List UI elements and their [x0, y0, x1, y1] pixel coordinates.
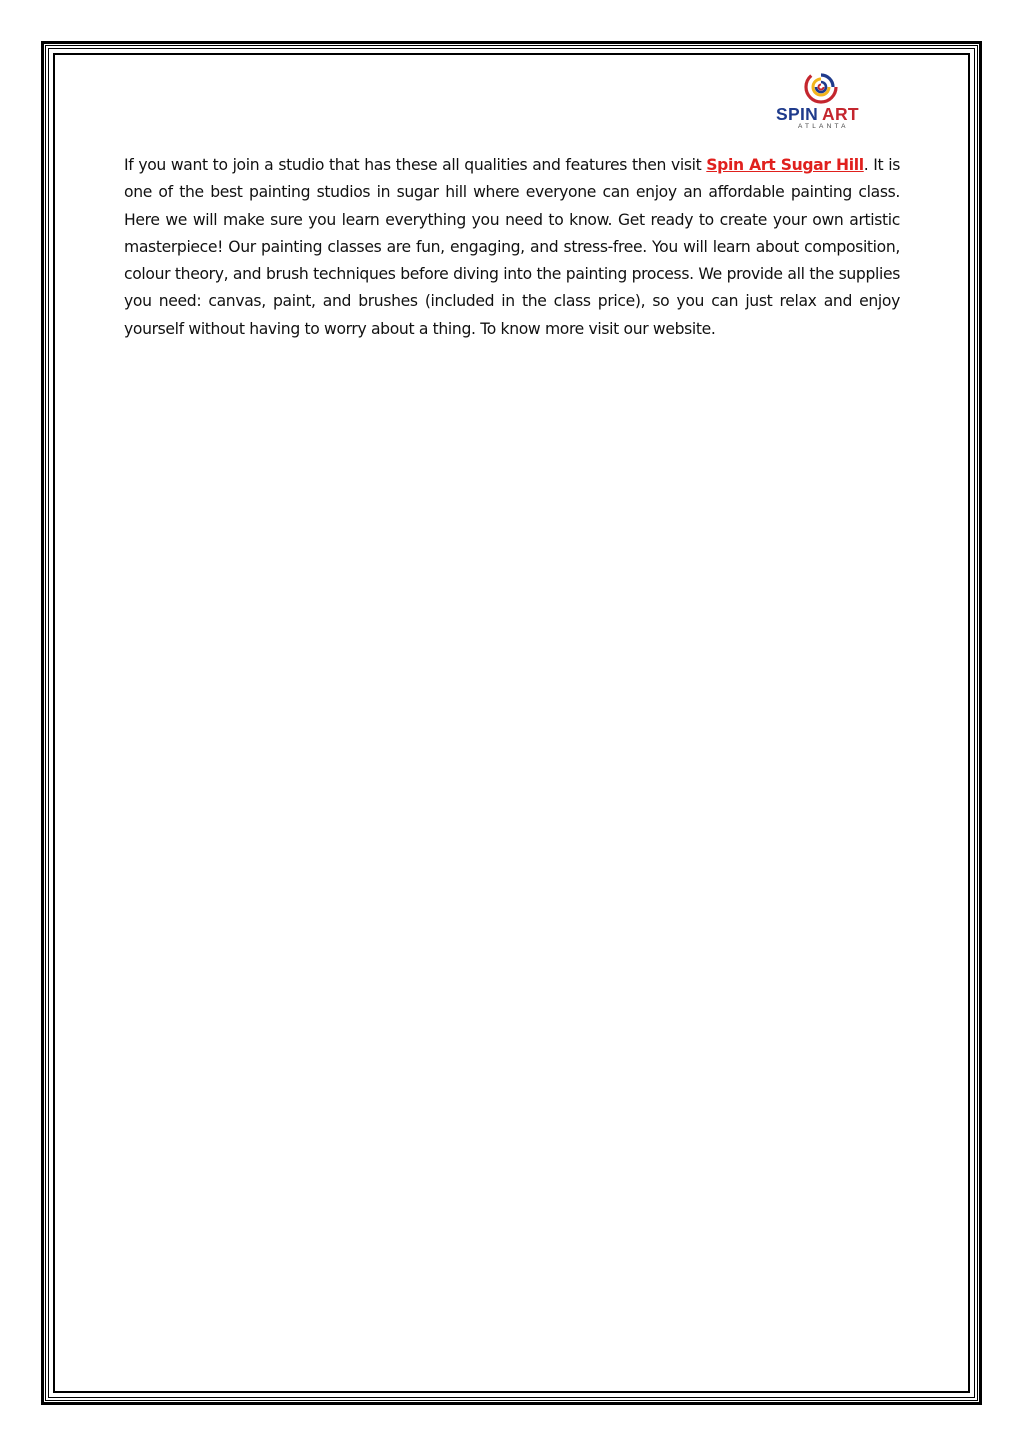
- body-paragraph: [124, 152, 900, 343]
- logo-word-art: ART: [822, 104, 859, 124]
- spin-art-sugar-hill-link[interactable]: Spin Art Sugar Hill: [706, 156, 864, 174]
- logo-tagline: ATLANTA: [798, 123, 849, 130]
- swirl-logo-icon: [804, 70, 838, 104]
- paragraph-text-rest: . It is one of the best painting studios in sugar hill where everyone can enjoy an affordable painting class. Here we will make sure you learn everything you need to know. Get ready to create your own artistic masterpiece! Our painting classes are fun, engaging, and stress-free. You will learn about composition, colour theory, and brush techniques before diving into the painting process. We provide all the supplies you need: canvas, paint, and brushes (included in the class price), so you can just relax and enjoy yourself without having to worry about a thing. To know more visit our website.: [124, 156, 900, 338]
- spin-art-logo: [776, 70, 872, 130]
- logo-word-spin: SPIN: [776, 104, 819, 124]
- logo-wordmark: [776, 104, 872, 124]
- paragraph-text-intro: If you want to join a studio that has these all qualities and features then visit: [124, 156, 707, 174]
